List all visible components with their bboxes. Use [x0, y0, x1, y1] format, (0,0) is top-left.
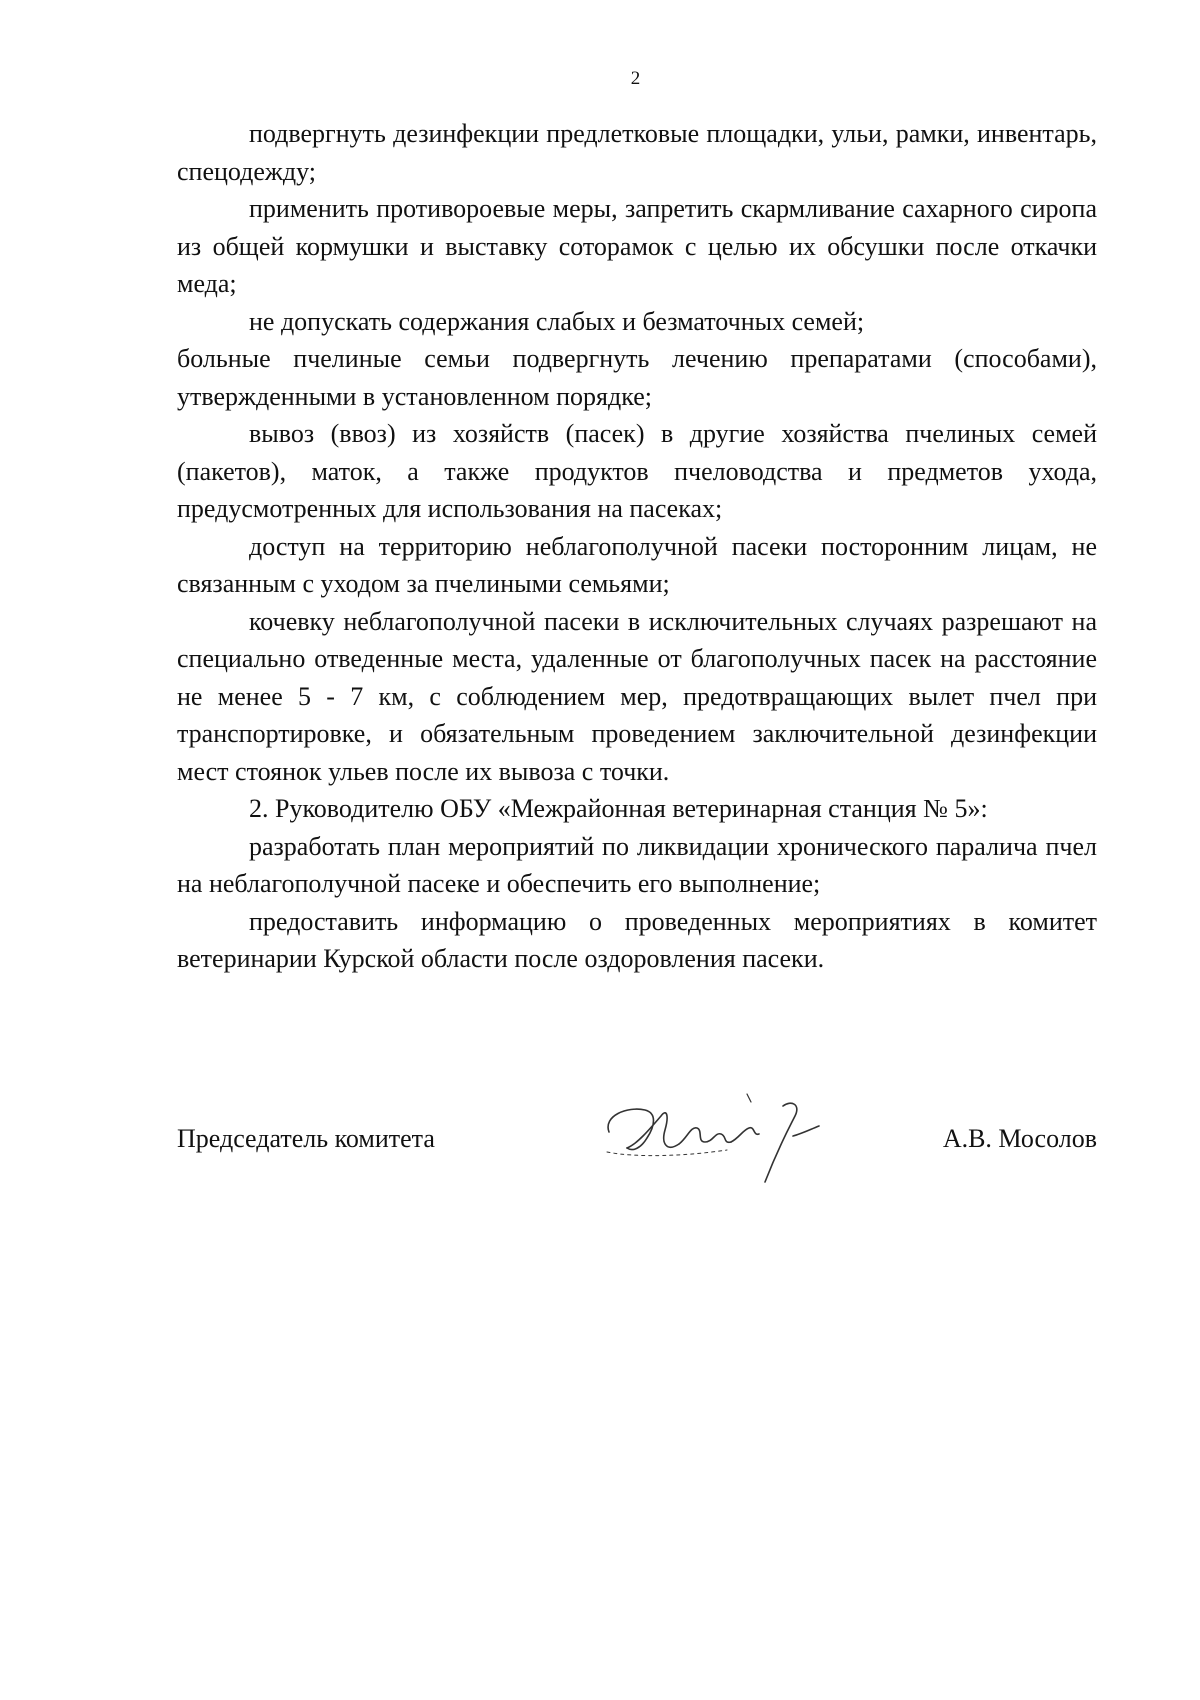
paragraph-section-2-heading: 2. Руководителю ОБУ «Межрайонная ветеринарная станция № 5»: — [249, 794, 988, 823]
paragraph-report: предоставить информацию о проведенных мероприятиях в комитет ветеринарии Курской области после оздоровления пасеки. — [177, 906, 1097, 973]
document-body — [177, 115, 1097, 978]
paragraph-treatment: больные пчелиные семьи подвергнуть лечению препаратами (способами), утвержденными в установленном порядке; — [177, 344, 1097, 411]
handwritten-signature-icon — [597, 1086, 837, 1196]
paragraph-access-ban: доступ на территорию неблагополучной пасеки посторонним лицам, не связанным с уходом за пчелиными семьями; — [177, 531, 1097, 598]
paragraph-disinfection: подвергнуть дезинфекции предлетковые площадки, ульи, рамки, инвентарь, спецодежду; — [177, 119, 1097, 186]
paragraph-action-plan: разработать план мероприятий по ликвидации хронического паралича пчел на неблагополучной пасеке и обеспечить его выполнение; — [177, 831, 1097, 898]
paragraph-weak-colonies: не допускать содержания слабых и безматочных семей; — [249, 306, 865, 336]
paragraph-relocation: кочевку неблагополучной пасеки в исключительных случаях разрешают на специально отведенные места, удаленные от благополучных пасек на расстояние не менее 5 - 7 км, с соблюдением мер, предотвращающих вылет пчел при транспортировке, и обязательным проведением заключительной дезинфекции мест стоянок ульев после их вывоза с точки. — [177, 606, 1097, 786]
signature-block — [177, 1098, 1097, 1198]
paragraph-transport-ban: вывоз (ввоз) из хозяйств (пасек) в другие хозяйства пчелиных семей (пакетов), маток, а также продуктов пчеловодства и предметов ухода, предусмотренных для использования на пасеках; — [177, 419, 1097, 523]
signer-name: А.В. Мосолов — [942, 1124, 1097, 1153]
paragraph-anti-swarming: применить противороевые меры, запретить скармливание сахарного сиропа из общей кормушки и выставку соторамок с целью их обсушки после откачки меда; — [177, 194, 1097, 298]
signer-title: Председатель комитета — [177, 1124, 435, 1153]
page-number: 2 — [630, 68, 641, 89]
